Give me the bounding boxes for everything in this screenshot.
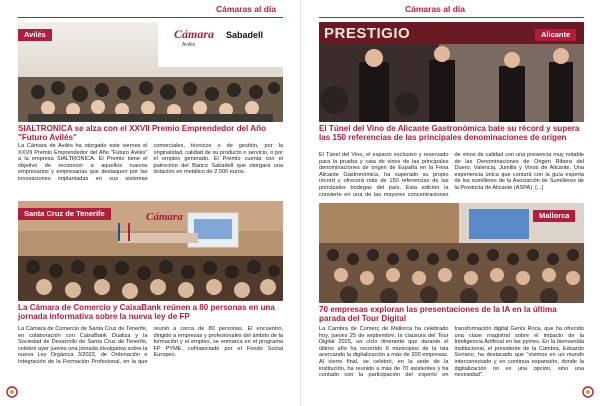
camara-wall-logo: Cámara bbox=[146, 211, 183, 223]
article-headline: La Cámara de Comercio y CaixaBank reúnen a 80 personas en una jornada informativa sobre la nueva ley de FP bbox=[18, 303, 275, 322]
article-body: El Túnel del Vino, el espacio exclusivo y reservado para la prueba y cata de vinos de las principales denominaciones de origen de España en la Feria Alicante Gastronómica, ha superado su propio récord y ofrecerá más de 150 referencias de las principales bodegas del país. Esta edición la convierte en una de las mayores concentraciones de vinos de calidad con una presencia muy notable de las Denominaciones de Origen Ribera del Duero, Valencia, Jumilla y Vinos de Alicante. Una experiencia única que contará con la guía experta de los sumilleres de la Asociación de Sumilleres de la Provincia de Alicante (ASPA). [...] bbox=[319, 152, 584, 198]
prestigio-banner: PRESTIGIO bbox=[324, 25, 411, 42]
section-header: Cámaras al día bbox=[405, 4, 466, 14]
article-body: La Cambra de Comerç de Mallorca ha celebrado hoy, jueves 25 de septiembre, la clausura del Tour Digital 2025, un ciclo itinerante que durante el último año ha recorrido 6 municipios de la isla acercando la digitalización a más de 200 empresas. Al cierre final, se celebró, en la sede de la institución, ha reunido a más de 70 asistentes y ha contado con la participación del experto en transformación digital Genís Roca, que ha ofrecido una clase magistral sobre el impacto de la Inteligencia Artificial en las pymes. En la bienvenida institucional, el presidente de la Cambra, Eduardo Soriano, ha destacado que "vivimos en un mundo interconectado y en continua expansión, donde la digitalización no es una opción, sino una necesidad". bbox=[319, 326, 584, 379]
article-headline: El Túnel del Vino de Alicante Gastronómica bate su récord y supera las 150 referencias de las principales denominaciones de origen bbox=[319, 124, 580, 143]
header-rule bbox=[319, 17, 584, 18]
region-tag-aviles: Avilés bbox=[18, 29, 52, 41]
sabadell-logo: Sabadell bbox=[226, 30, 264, 40]
camara-logo: Cámara bbox=[174, 27, 215, 41]
region-tag-mallorca: Mallorca bbox=[533, 210, 575, 222]
header-rule bbox=[18, 17, 283, 18]
camara-logo-sub: Avilés bbox=[182, 42, 196, 48]
section-header: Cámaras al día bbox=[215, 4, 276, 14]
camaras-logo-icon bbox=[6, 386, 18, 398]
article-headline: 70 empresas exploran las presentaciones de la IA en la última parada del Tour Digital bbox=[319, 305, 557, 324]
article-body: La Cámara de Comercio de Santa Cruz de Tenerife, en colaboración con CaixaBank Dualiza y la Sociedad de Desarrollo de Santa Cruz de Tenerife, celebró ayer jueves una jornada divulgativa sobre la nueva Ley Orgánica 3/2022, de Ordenación e Integración de la Formación Profesional, en la que reunió a cerca de 80 personas. El encuentro, dirigido a empresas y profesionales del ámbito de la formación y el empleo, se enmarca en el programa FP PYME, cofinanciado por el Fondo Social Europeo. bbox=[18, 326, 283, 365]
region-tag-tenerife: Santa Cruz de Tenerife bbox=[18, 208, 111, 220]
right-page bbox=[300, 0, 600, 406]
article-photo-aviles bbox=[18, 22, 283, 122]
camaras-logo-icon bbox=[582, 386, 594, 398]
article-headline: SIALTRONICA se alza con el XXVII Premio Emprendedor del Año "Futuro Avilés" bbox=[18, 124, 266, 143]
region-tag-alicante: Alicante bbox=[535, 29, 576, 41]
article-body: La Cámara de Avilés ha otorgado este viernes el XXVII Premio Emprendedor del Año "Futuro Avilés" a la empresa SIALTRONICA. El Premio tiene el objetivo de reconocer a aquellos nuevos empresarios y empresarias que destaquen por las innovaciones implantadas en sus sistemas comerciales, técnicos o de gestión, por la originalidad, calidad de su producto o servicio, o por el empleo generado. El Premio cuenta con el patrocinio del Banco Sabadell que otorgará una dotación en metálico de 2.000 euros. bbox=[18, 143, 283, 182]
